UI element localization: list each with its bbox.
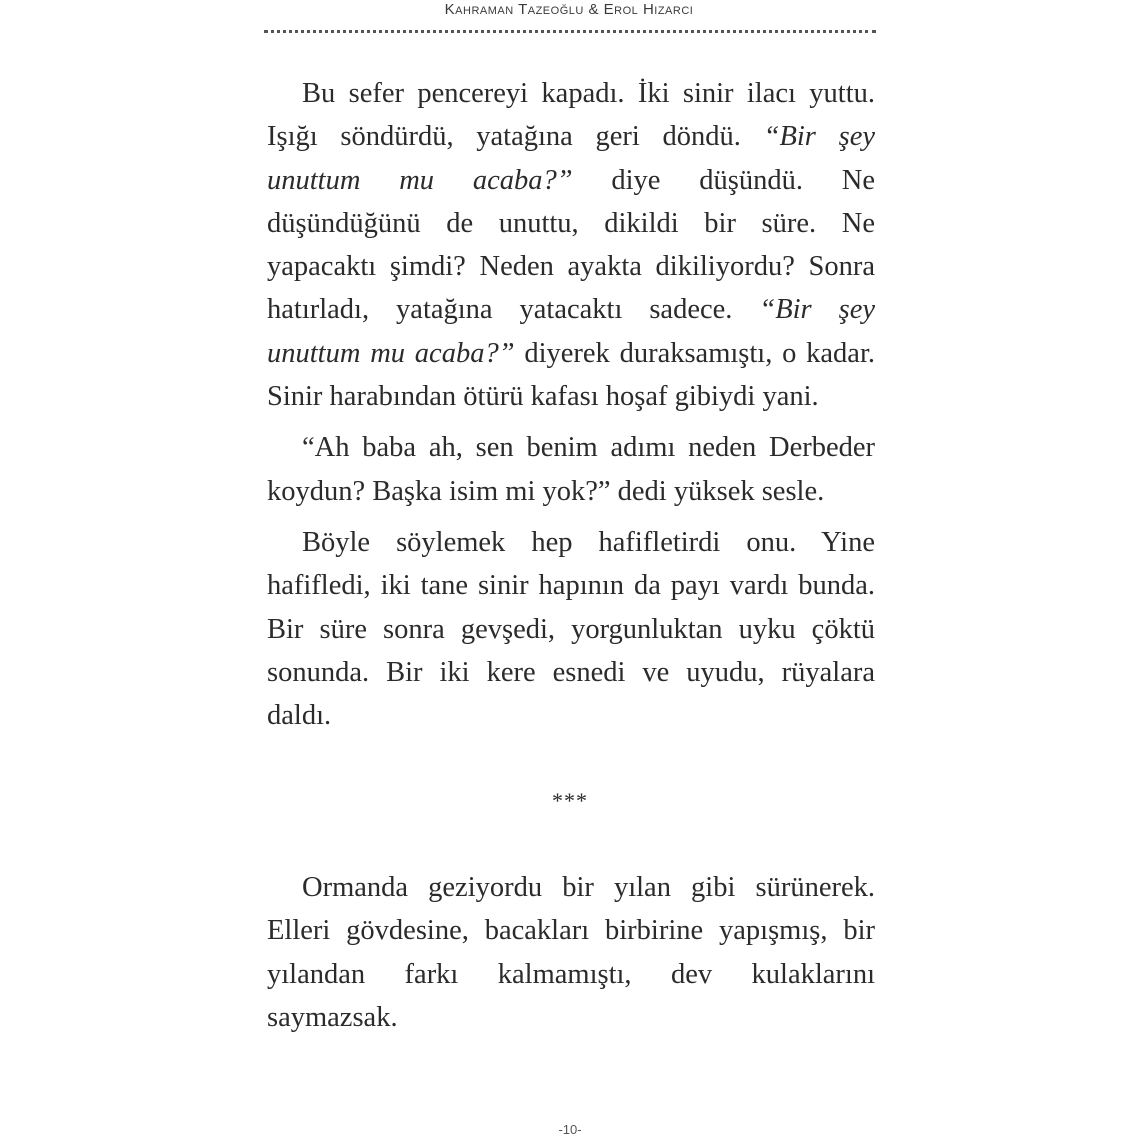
running-header: Kahraman Tazeoğlu & Erol Hızarcı <box>444 1 694 18</box>
text-segment: “Ah baba ah, sen benim adımı neden Derbeder koydun? Başka isim mi yok?” dedi yüksek sesle. <box>267 432 875 507</box>
paragraph-3 <box>267 521 875 737</box>
dotted-divider <box>264 30 876 33</box>
text-segment: Ormanda geziyordu bir yılan gibi sürünerek. Elleri gövdesine, bacakları birbirine yapışmış, bir yılandan farkı kalmamıştı, dev kulaklarını saymazsak. <box>267 872 875 1033</box>
paragraph-1 <box>267 72 875 418</box>
paragraph-2 <box>267 426 875 513</box>
page-number: -10- <box>558 1122 582 1137</box>
text-segment: diyerek duraksamıştı, o kadar. Sinir harabından ötürü kafası hoşaf gibiydi yani. <box>267 337 875 413</box>
section-separator: *** <box>552 788 588 813</box>
italic-quote: “Bir şey unuttum mu acaba?” <box>267 121 875 196</box>
text-segment: Böyle söylemek hep hafifletirdi onu. Yine hafifledi, iki tane sinir hapının da payı vardı bunda. Bir süre sonra gevşedi, yorgunluktan uyku çöktü sonunda. Bir iki kere esnedi ve uyudu, rüyalara daldı. <box>267 526 875 732</box>
italic-quote: “Bir şey unuttum mu acaba?” <box>267 294 875 369</box>
text-segment: Bu sefer pencereyi kapadı. İki sinir ilacı yuttu. Işığı söndürdü, yatağına geri döndü. <box>267 78 875 153</box>
body-text-section-2 <box>267 866 875 1047</box>
body-text-section-1 <box>267 72 875 745</box>
text-segment: diye düşündü. Ne düşündüğünü de unuttu, dikildi bir süre. Ne yapacaktı şimdi? Neden ayakta dikiliyordu? Sonra hatırladı, yatağına yatacaktı sadece. <box>267 164 875 326</box>
paragraph-4 <box>267 866 875 1039</box>
